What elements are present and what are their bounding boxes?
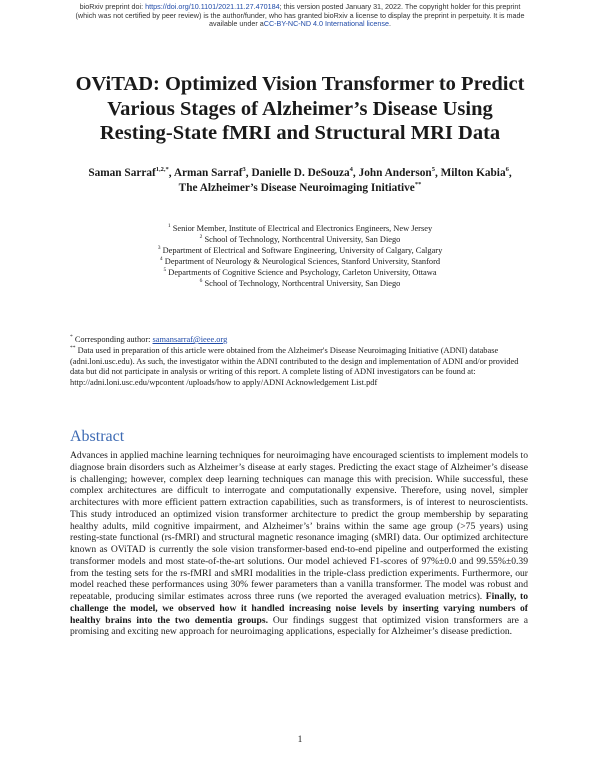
title-line-1: OViTAD: Optimized Vision Transformer to Predict bbox=[75, 73, 525, 95]
affiliation-item: $^3$ Department of Electrical and Software Engineering, University of Calgary, Calgary bbox=[157, 245, 443, 255]
author-sup: 3 bbox=[242, 166, 246, 174]
abstract-heading: Abstract bbox=[70, 428, 125, 445]
author-name: John Anderson bbox=[358, 167, 432, 179]
preprint-header bbox=[0, 3, 600, 29]
affiliation-item: $^2$ School of Technology, Northcentral University, San Diego bbox=[199, 234, 401, 244]
affiliation-item: $^1$ Senior Member, Institute of Electrical and Electronics Engineers, New Jersey bbox=[167, 223, 433, 233]
author-sup: 6 bbox=[505, 166, 509, 174]
doi-link[interactable]: https://doi.org/10.1101/2021.11.27.470184 bbox=[145, 2, 280, 11]
consortium-name: The Alzheimer’s Disease Neuroimaging Initiative bbox=[178, 182, 415, 194]
paper-title bbox=[40, 72, 560, 146]
affiliation-item: $^6$ School of Technology, Northcentral University, San Diego bbox=[199, 277, 401, 288]
consortium-sup: ** bbox=[414, 181, 422, 189]
author-line-1: Saman Sarraf$^{1,2,*}$, Arman Sarraf$^3$, Danielle D. DeSouza$^4$, John Anderson$^5$, Milton Kabia$^6$, bbox=[88, 166, 512, 179]
page-number: 1 bbox=[297, 735, 303, 745]
license-link[interactable]: CC-BY-NC-ND 4.0 International license bbox=[263, 19, 389, 29]
header-line-2: (which was not certified by peer review) is the author/funder, who has granted bioRxiv a license to display the preprint in perpetuity. It is made bbox=[75, 10, 525, 20]
abstract-body: Advances in applied machine learning techniques for neuroimaging have encouraged scientists to implement models to diagnose brain disorders such as Alzheimer’s disease at early stages. Predicting the exact stage of Alzheimer’s disease is challenging; however, complex deep learning techniques can manage this with precision. While successful, these complex architectures are difficult to interrogate and computationally expensive. Therefore, using novel, simpler architectures with more efficient pattern extraction capabilities, such as transformers, is of interest to neuroscientists. This study introduced an optimized vision transformer architecture to predict the group membership by separating healthy adults, mild cognitive impairment, and Alzheimer’s’ brains within the same age group (>75 years) using resting-state functional (rs-fMRI) and structural magnetic resonance imaging (sMRI) data. Our optimized architecture known as OViTAD is currently the sole vision transformer-based end-to-end pipeline and outperformed the existing transformer models and most state-of-the-art solutions. Our model achieved F1-scores of 97%±0.0 and 99.55%±0.39 from the testing sets for the rs-fMRI and sMRI modalities in the triple-class prediction experiments. Furthermore, our model reached these performances using 30% fewer parameters than a vanilla transformer. The model was robust and repeatable, producing similar estimates across three runs (we reported the averaged evaluation metrics). Finally, to challenge the model, we observed how it handled increasing noise levels by inserting varying numbers of healthy brains into the two dementia groups. Our findings suggest that optimized vision transformers are a promising and exciting new approach for neuroimaging applications, especially for Alzheimer’s disease prediction. bbox=[70, 450, 528, 638]
email-link[interactable]: samansarraf@ieee.org bbox=[152, 335, 228, 344]
header-line-3: available under aCC-BY-NC-ND 4.0 International license. bbox=[209, 19, 391, 29]
adni-note: ** Data used in preparation of this article were obtained from the Alzheimer's Disease Neuroimaging Initiative (ADNI) database (adni.loni.usc.edu). As such, the investigator within the ADNI contributed to the design and implementation of ADNI and/or provided data but did not participate in analysis or writing of this report. A complete listing of ADNI investigators can be found at: http://adni.loni.usc.edu/wpcontent /uploads/how to apply/ADNI Acknowledgement List.pdf bbox=[70, 345, 519, 387]
affiliation-list bbox=[40, 224, 560, 289]
affiliation-item: $^5$ Departments of Cognitive Science and Psychology, Carleton University, Ottawa bbox=[163, 266, 437, 277]
author-name: Milton Kabia bbox=[440, 167, 506, 179]
author-list bbox=[40, 166, 560, 196]
author-sup: 1,2,* bbox=[155, 166, 169, 174]
author-sup: 4 bbox=[349, 166, 353, 174]
author-sup: 5 bbox=[431, 166, 435, 174]
title-line-3: Resting-State fMRI and Structural MRI Data bbox=[99, 122, 501, 144]
author-line-2 bbox=[40, 181, 560, 196]
title-line-2: Various Stages of Alzheimer’s Disease Using bbox=[107, 97, 493, 120]
header-line-1: bioRxiv preprint doi: https://doi.org/10.1101/2021.11.27.470184; this version posted January 31, 2022. The copyright holder for this preprint bbox=[79, 2, 521, 11]
affiliation-item: $^4$ Department of Neurology & Neurological Sciences, Stanford University, Stanford bbox=[159, 255, 441, 266]
author-name: Saman Sarraf bbox=[88, 167, 156, 179]
author-name: Arman Sarraf bbox=[173, 167, 243, 179]
author-name: Danielle D. DeSouza bbox=[251, 167, 350, 179]
abstract-bold-text: Finally, to challenge the model, we observed how it handled increasing noise levels by inserting varying numbers of healthy brains into the two dementia groups. bbox=[70, 591, 528, 626]
corresponding-author-note: * Corresponding author: samansarraf@ieee.org bbox=[70, 334, 228, 344]
